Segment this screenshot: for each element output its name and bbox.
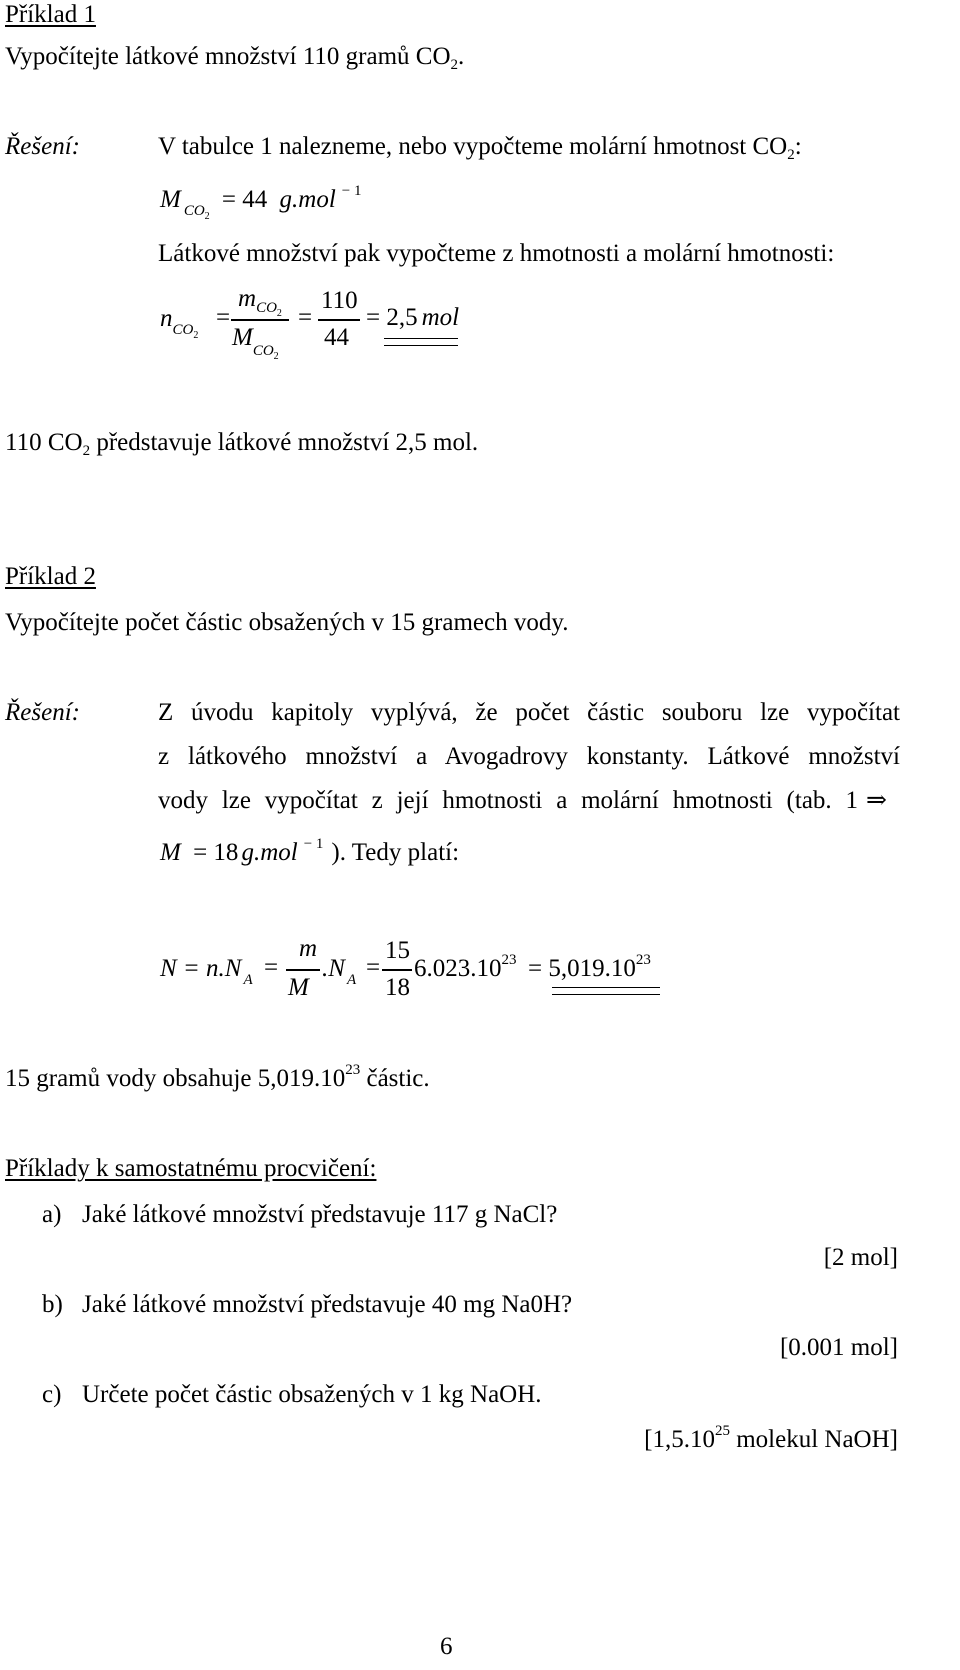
eq2-result: = 2,5 mol [366, 304, 460, 331]
example-1-solution-label: Řešení: [5, 133, 80, 160]
eq2-result-double-underline [384, 338, 458, 346]
example-1-solution-line-1: V tabulce 1 nalezneme, nebo vypočteme molární hmotnost $CO_2$: [158, 133, 802, 163]
eq3-numerator-m: m [299, 935, 318, 962]
eq3-result: = $5,019.10^{23}$ [528, 952, 651, 982]
page-number: 6 [440, 1633, 453, 1660]
example-2-conclusion: 15 gramů vody obsahuje 5,019.10$^{23}$ částic. [5, 1062, 430, 1092]
eq3-avogadro-value: 6.023.10$^{23}$ [414, 952, 517, 982]
example-2-solution-line-3: vody lze vypočítat z její hmotnosti a molární hmotnosti (tab. 1 [158, 787, 858, 814]
example-1-solution-line-2: Látkové množství pak vypočteme z hmotnosti a molární hmotnosti: [158, 240, 835, 267]
eq2-equals-b: = [298, 304, 313, 331]
example-1-heading: Příklad 1 [5, 1, 96, 28]
eq2-fraction-bar-2 [318, 319, 360, 321]
eq2-n: $n_{CO2}$ [160, 305, 199, 341]
eq3-fraction-bar-2 [382, 969, 412, 971]
example-1-task: Vypočítejte látkové množství 110 gramů $CO_2$. [5, 43, 465, 73]
eq2-fraction-bar-1 [231, 319, 289, 321]
eq3-numerator-15: 15 [385, 937, 410, 964]
equation-molar-mass-water: M = 18 g.mol $^{- 1}$ ). Tedy platí: [160, 836, 460, 866]
example-2-solution-line-1: Z úvodu kapitoly vyplývá, že počet částic souboru lze vypočítat [158, 699, 900, 726]
practice-item-c-label: c) [42, 1381, 62, 1408]
practice-item-b-answer: [0.001 mol] [779, 1334, 898, 1361]
eq3-fraction-bar-1 [286, 969, 320, 971]
example-2-heading: Příklad 2 [5, 563, 96, 590]
practice-item-a-answer: [2 mol] [823, 1244, 898, 1271]
eq3-denominator-M: M [288, 974, 309, 1001]
example-2-solution-label: Řešení: [5, 699, 80, 726]
practice-item-b-label: b) [42, 1291, 63, 1318]
practice-item-a-text: Jaké látkové množství představuje 117 g NaCl? [82, 1201, 558, 1228]
equation-molar-mass-co2: M $_{CO2}$ = 44 g.mol $^{- 1}$ [160, 183, 362, 222]
example-2-solution-line-2: z látkového množství a Avogadrovy konstanty. Látkové množství [158, 743, 900, 770]
eq3-denominator-18: 18 [385, 974, 410, 1001]
practice-item-c-answer: [1,5.10$^{25}$ molekul NaOH] [644, 1423, 898, 1453]
eq2-denominator: $M_{CO2}$ [232, 324, 279, 362]
practice-item-c-text: Určete počet částic obsažených v 1 kg NaOH. [82, 1381, 542, 1408]
eq2-numerator: $m_{CO2}$ [238, 285, 282, 319]
implies-arrow-icon: ⇒ [866, 787, 887, 814]
eq2-equals-a: = [216, 304, 231, 331]
eq3-equals-b: = [366, 954, 381, 981]
eq3-mid: .N $_A$ [322, 955, 357, 988]
eq3-lhs: N = n.N $_A$ [160, 955, 253, 988]
example-1-conclusion: 110 $CO_2$ představuje látkové množství 2,5 mol. [5, 429, 479, 459]
practice-item-b-text: Jaké látkové množství představuje 40 mg Na0H? [82, 1291, 573, 1318]
example-2-task: Vypočítejte počet částic obsažených v 15 gramech vody. [5, 609, 569, 636]
practice-item-a-label: a) [42, 1201, 62, 1228]
eq3-result-double-underline [552, 987, 660, 995]
eq3-equals-a: = [264, 954, 279, 981]
eq2-numerator-110: 110 [321, 287, 358, 314]
eq2-denominator-44: 44 [324, 324, 349, 351]
practice-heading: Příklady k samostatnému procvičení: [5, 1155, 377, 1182]
